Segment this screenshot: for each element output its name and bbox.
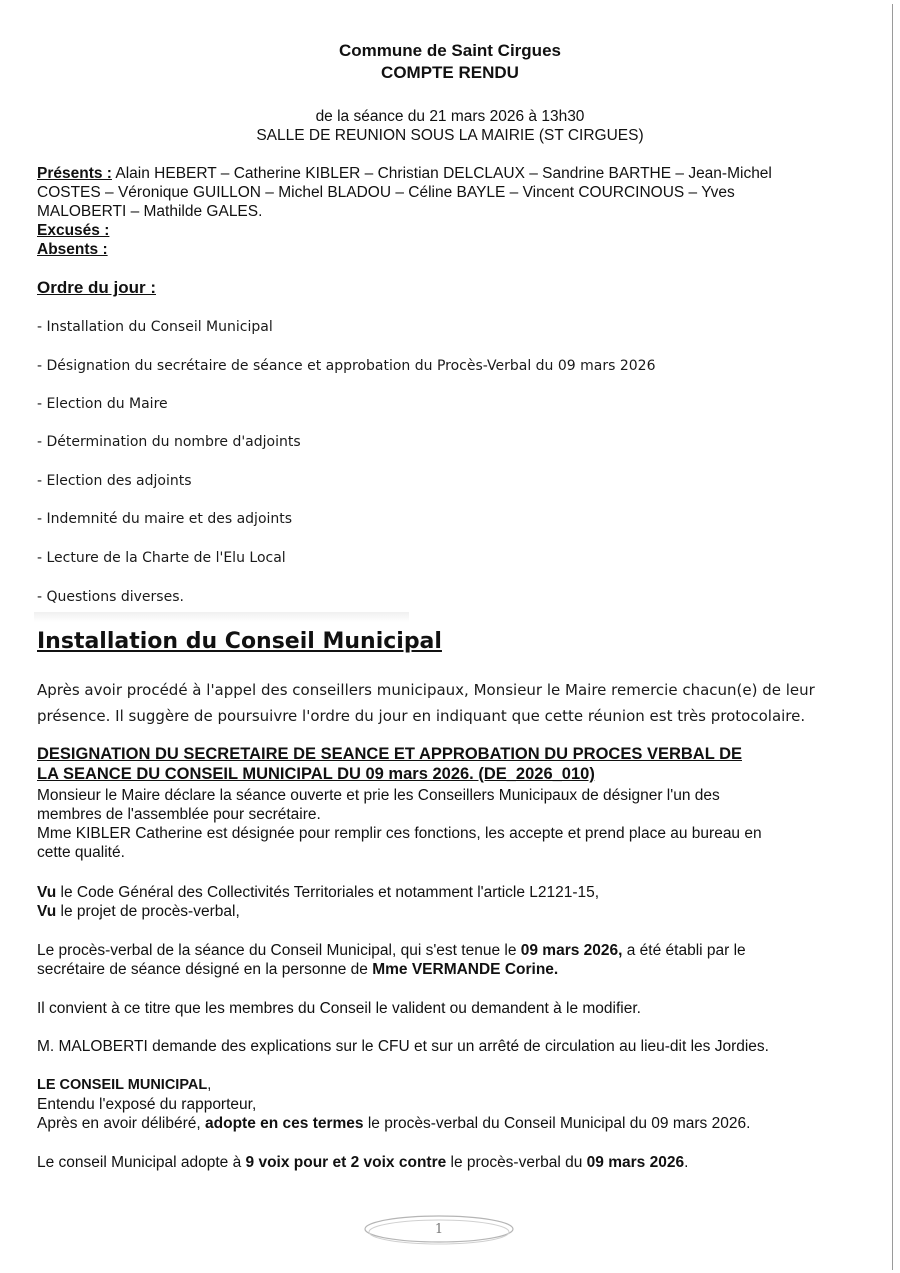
installation-text-line-1: Après avoir procédé à l'appel des conseillers municipaux, Monsieur le Maire remercie chacun(e) de leur — [37, 681, 815, 699]
designation-text-line-1: Monsieur le Maire déclare la séance ouverte et prie les Conseillers Municipaux de désigner l'un des — [37, 787, 720, 804]
heading-scan-shade — [34, 612, 409, 622]
vu-label: Vu — [37, 884, 57, 901]
presents-line-1: Présents : Alain HEBERT – Catherine KIBLER – Christian DELCLAUX – Sandrine BARTHE – Jean-Michel — [37, 165, 772, 182]
entendu-text: Entendu l'exposé du rapporteur, — [37, 1096, 257, 1113]
excuses-label: Excusés : — [37, 222, 110, 239]
designation-text-line-2: membres de l'assemblée pour secrétaire. — [37, 806, 321, 823]
commune-title: Commune de Saint Cirgues — [339, 41, 561, 60]
presents-label: Présents : — [37, 165, 112, 182]
absents-label: Absents : — [37, 241, 108, 258]
validate-text: Il convient à ce titre que les membres du Conseil le valident ou demandent à le modifier. — [37, 1000, 641, 1017]
page-edge-line — [892, 4, 893, 1270]
agenda-item: - Installation du Conseil Municipal — [37, 319, 273, 335]
pv-line-1: Le procès-verbal de la séance du Conseil Municipal, qui s'est tenue le 09 mars 2026, a été établi par le — [37, 942, 746, 959]
vu-label: Vu — [37, 903, 57, 920]
page-number-badge — [363, 1214, 515, 1248]
designation-text-line-4: cette qualité. — [37, 844, 125, 861]
seance-location: SALLE DE REUNION SOUS LA MAIRIE (ST CIRGUES) — [256, 127, 644, 144]
agenda-item: - Détermination du nombre d'adjoints — [37, 434, 301, 450]
maloberti-question: M. MALOBERTI demande des explications sur le CFU et sur un arrêté de circulation au lieu-dit les Jordies. — [37, 1038, 769, 1055]
agenda-item: - Désignation du secrétaire de séance et approbation du Procès-Verbal du 09 mars 2026 — [37, 358, 656, 374]
agenda-item: - Questions diverses. — [37, 589, 184, 605]
designation-heading-line-1: DESIGNATION DU SECRETAIRE DE SEANCE ET APPROBATION DU PROCES VERBAL DE — [37, 745, 742, 763]
designation-heading-line-2: LA SEANCE DU CONSEIL MUNICIPAL DU 09 mars 2026. (DE_2026_010) — [37, 765, 595, 783]
agenda-item: - Election du Maire — [37, 396, 168, 412]
designation-text-line-3: Mme KIBLER Catherine est désignée pour remplir ces fonctions, les accepte et prend place au bureau en — [37, 825, 762, 842]
vu-code-line: Vu le Code Général des Collectivités Territoriales et notamment l'article L2121-15, — [37, 884, 600, 901]
presents-line-3: MALOBERTI – Mathilde GALES. — [37, 203, 263, 220]
agenda-item: - Election des adjoints — [37, 473, 192, 489]
document-type: COMPTE RENDU — [381, 63, 519, 82]
deliberation-line: Après en avoir délibéré, adopte en ces termes le procès-verbal du Conseil Municipal du 09 mars 2026. — [37, 1115, 751, 1132]
vote-result-line: Le conseil Municipal adopte à 9 voix pour et 2 voix contre le procès-verbal du 09 mars 2026. — [37, 1154, 689, 1171]
installation-text-line-2: présence. Il suggère de poursuivre l'ordre du jour en indiquant que cette réunion est très protocolaire. — [37, 707, 806, 725]
agenda-title: Ordre du jour : — [37, 278, 156, 297]
pv-line-2: secrétaire de séance désigné en la personne de Mme VERMANDE Corine. — [37, 961, 559, 978]
agenda-item: - Lecture de la Charte de l'Elu Local — [37, 550, 286, 566]
presents-line-2: COSTES – Véronique GUILLON – Michel BLADOU – Céline BAYLE – Vincent COURCINOUS – Yves — [37, 184, 735, 201]
vu-projet-line: Vu le projet de procès-verbal, — [37, 903, 240, 920]
conseil-line: LE CONSEIL MUNICIPAL, — [37, 1077, 212, 1093]
conseil-label: LE CONSEIL MUNICIPAL — [37, 1077, 208, 1093]
agenda-item: - Indemnité du maire et des adjoints — [37, 511, 293, 527]
seance-date: de la séance du 21 mars 2026 à 13h30 — [315, 108, 585, 125]
page-number: 1 — [434, 1222, 444, 1237]
installation-heading: Installation du Conseil Municipal — [37, 629, 442, 654]
